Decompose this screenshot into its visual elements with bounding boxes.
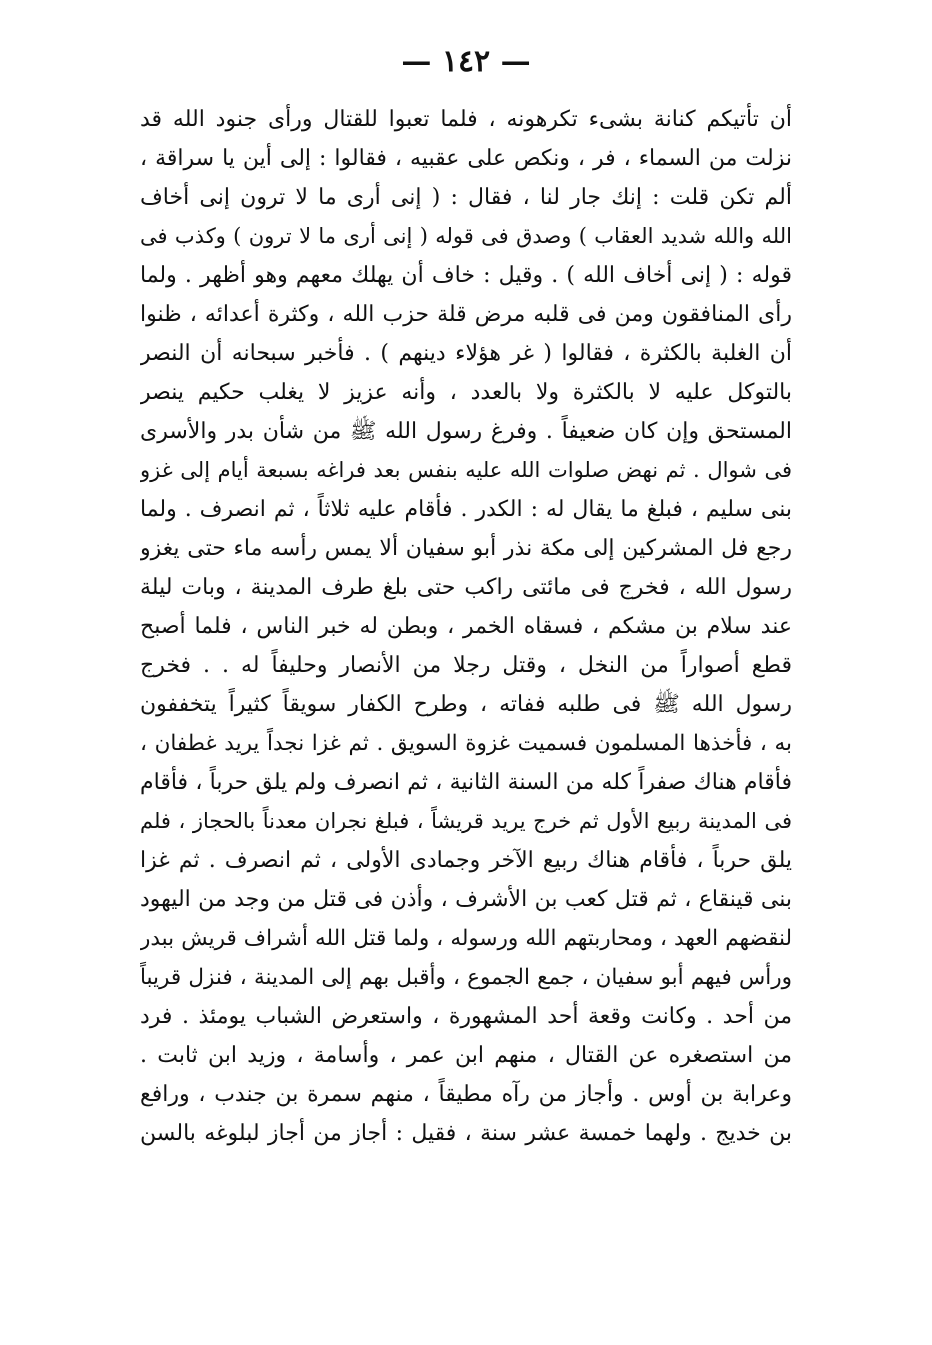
text-line: بالتوكل عليه لا بالكثرة ولا بالعدد ، وأنه عزيز لا يغلب حكيم ينصر xyxy=(140,380,792,405)
text-line: ورأس فيهم أبو سفيان ، جمع الجموع ، وأقبل بهم إلى المدينة ، فنزل قريباً xyxy=(140,965,792,990)
text-line: الله والله شديد العقاب ) وصدق فى قوله ( إنى أرى ما لا ترون ) وكذب فى xyxy=(140,224,792,248)
text-line: فى شوال . ثم نهض صلوات الله عليه بنفس بعد فراغه بسبعة أيام إلى غزو xyxy=(140,458,792,482)
page-number: — ١٤٢ — xyxy=(401,44,531,79)
text-line: به ، فأخذها المسلمون فسميت غزوة السويق . ثم غزا نجداً يريد غطفان ، xyxy=(140,731,792,756)
text-line: فى المدينة ربيع الأول ثم خرج يريد قريشاً ، فبلغ نجران معدناً بالحجاز ، فلم xyxy=(140,809,792,833)
text-line: من أحد . وكانت وقعة أحد المشهورة ، واستعرض الشباب يومئذ . فرد xyxy=(140,1004,792,1029)
text-line: أن تأتيكم كنانة بشىء تكرهونه ، فلما تعبوا للقتال ورأى جنود الله قد xyxy=(140,107,792,132)
text-line: يلق حرباً ، فأقام هناك ربيع الآخر وجمادى الأولى ، ثم انصرف . ثم غزا xyxy=(140,848,792,873)
text-line: من استصغره عن القتال ، منهم ابن عمر ، وأسامة ، وزيد ابن ثابت . xyxy=(140,1043,792,1068)
text-line: وعرابة بن أوس . وأجاز من رآه مطيقاً ، منهم سمرة بن جندب ، ورافع xyxy=(140,1082,792,1107)
text-line: بن خديج . ولهما خمسة عشر سنة ، فقيل : أجاز من أجاز لبلوغه بالسن xyxy=(140,1121,792,1146)
text-line: قوله : ( إنى أخاف الله ) . وقيل : خاف أن يهلك معهم وهو أظهر . ولما xyxy=(140,263,792,288)
text-line: رأى المنافقون ومن فى قلبه مرض قلة حزب الله ، وكثرة أعدائه ، ظنوا xyxy=(140,302,792,327)
text-line: نزلت من السماء ، فر ، ونكص على عقبيه ، فقالوا : إلى أين يا سراقة ، xyxy=(140,146,792,171)
text-line: رجع فل المشركين إلى مكة نذر أبو سفيان ألا يمس رأسه ماء حتى يغزو xyxy=(140,536,792,561)
text-line: ألم تكن قلت : إنك جار لنا ، فقال : ( إنى أرى ما لا ترون إنى أخاف xyxy=(140,185,792,210)
text-line: أن الغلبة بالكثرة ، فقالوا ( غر هؤلاء دينهم ) . فأخبر سبحانه أن النصر xyxy=(140,341,792,366)
text-line: بنى قينقاع ، ثم قتل كعب بن الأشرف ، وأذن فى قتل من وجد من اليهود xyxy=(140,887,792,912)
text-line: رسول الله ﷺ فى طلبه ففاته ، وطرح الكفار سويقاً كثيراً يتخففون xyxy=(140,692,792,717)
text-line: عند سلام بن مشكم ، فسقاه الخمر ، وبطن له خبر الناس ، فلما أصبح xyxy=(140,614,792,639)
body-text xyxy=(140,100,792,1153)
text-line: فأقام هناك صفراً كله من السنة الثانية ، ثم انصرف ولم يلق حرباً ، فأقام xyxy=(140,770,792,795)
text-line: لنقضهم العهد ، ومحاربتهم الله ورسوله ، ولما قتل الله أشراف قريش ببدر xyxy=(140,926,792,951)
text-line: رسول الله ، فخرج فى مائتى راكب حتى بلغ طرف المدينة ، وبات ليلة xyxy=(140,575,792,600)
text-line: قطع أصواراً من النخل ، وقتل رجلا من الأنصار وحليفاً له . . فخرج xyxy=(140,653,792,678)
text-line: بنى سليم ، فبلغ ما يقال له : الكدر . فأقام عليه ثلاثاً ، ثم انصرف . ولما xyxy=(140,497,792,522)
text-line: المستحق وإن كان ضعيفاً . وفرغ رسول الله ﷺ من شأن بدر والأسرى xyxy=(140,419,792,444)
